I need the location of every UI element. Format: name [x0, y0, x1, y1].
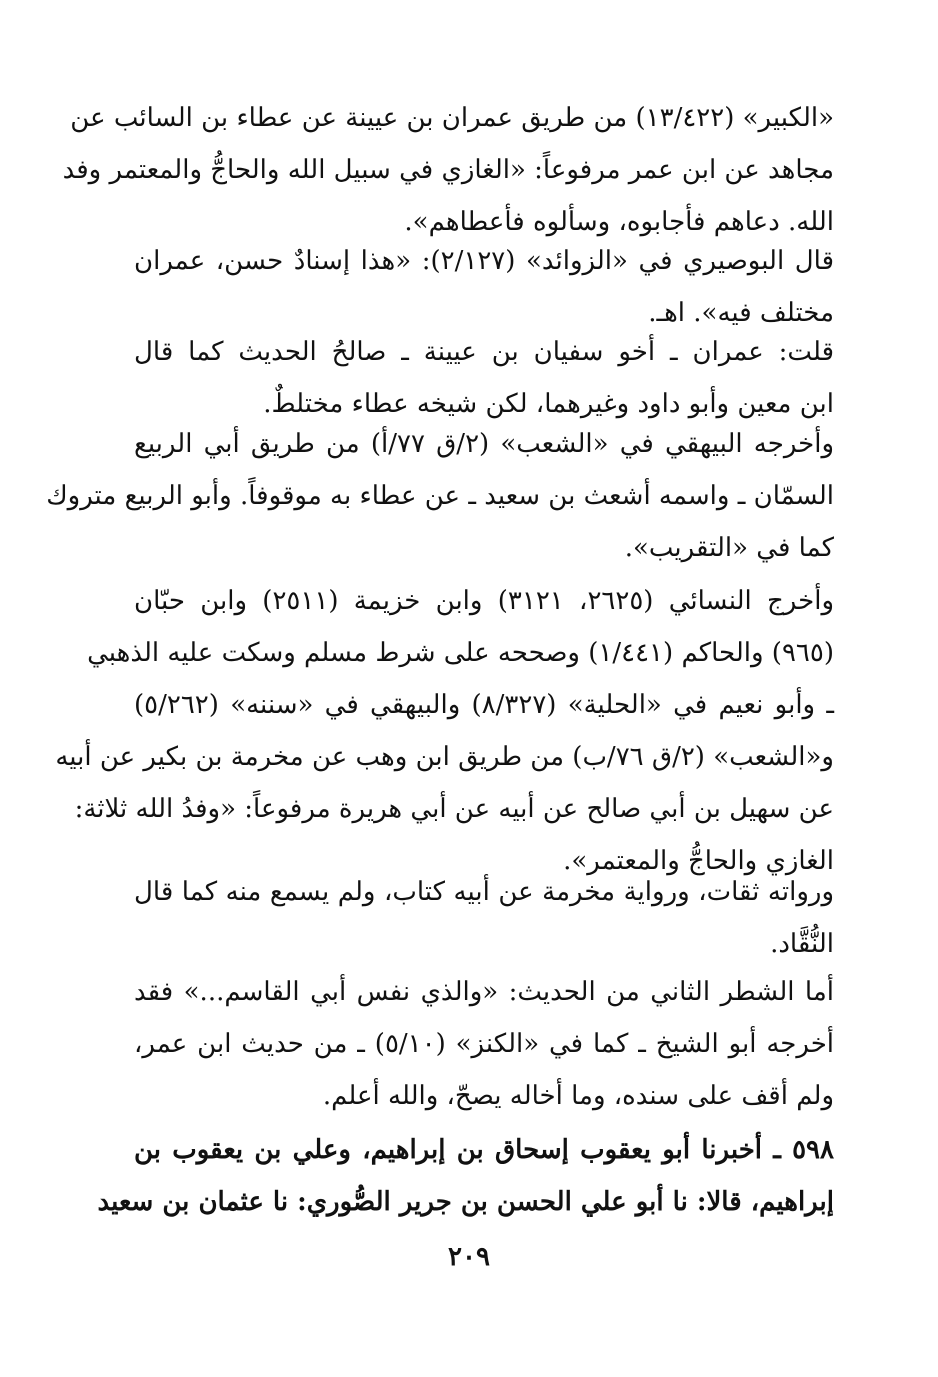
text-line: مختلف فيه». اهـ. — [648, 298, 834, 328]
text-line: السمّان ـ واسمه أشعث بن سعيد ـ عن عطاء به موقوفاً. وأبو الربيع متروك — [46, 481, 834, 511]
text-line: وأخرج النسائي (٢٦٢٥، ٣١٢١) وابن خزيمة (٢٥١١) وابن حبّان — [134, 586, 835, 616]
page-number: ٢٠٩ — [448, 1242, 490, 1272]
text-line: مجاهد عن ابن عمر مرفوعاً: «الغازي في سبيل الله والحاجُّ والمعتمر وفد — [62, 155, 834, 185]
text-line: قال البوصيري في «الزوائد» (٢/١٢٧): «هذا إسنادٌ حسن، عمران — [134, 246, 834, 276]
paragraph-7 — [134, 966, 834, 1122]
text-line: و«الشعب» (٢/ق ٧٦/ب) من طريق ابن وهب عن مخرمة بن بكير عن أبيه — [55, 742, 834, 772]
text-line: كما في «التقريب». — [624, 533, 834, 563]
text-line: قلت: عمران ـ أخو سفيان بن عيينة ـ صالحُ الحديث كما قال — [134, 337, 835, 367]
text-line: ورواته ثقات، ورواية مخرمة عن أبيه كتاب، ولم يسمع منه كما قال — [134, 877, 834, 907]
text-line: إبراهيم، قالا: نا أبو علي الحسن بن جرير الصُّوري: نا عثمان بن سعيد — [97, 1187, 834, 1217]
text-line: «الكبير» (١٣/٤٢٢) من طريق عمران بن عيينة عن عطاء بن السائب عن — [70, 103, 834, 133]
paragraph-1 — [62, 92, 834, 248]
paragraph-2 — [134, 235, 834, 339]
paragraph-5 — [55, 575, 835, 887]
hadith-598-heading — [97, 1124, 834, 1228]
text-line: الغازي والحاجُّ والمعتمر». — [563, 846, 834, 876]
text-line: أخرجه أبو الشيخ ـ كما في «الكنز» (٥/١٠) ـ من حديث ابن عمر، — [134, 1029, 834, 1059]
text-line: ٥٩٨ ـ أخبرنا أبو يعقوب إسحاق بن إبراهيم، وعلي بن يعقوب بن — [134, 1135, 834, 1165]
text-line: وأخرجه البيهقي في «الشعب» (٢/ق ٧٧/أ) من طريق أبي الربيع — [134, 429, 835, 459]
paragraph-4 — [46, 418, 835, 574]
text-line: أما الشطر الثاني من الحديث: «والذي نفس أبي القاسم...» فقد — [134, 977, 834, 1007]
text-line: عن سهيل بن أبي صالح عن أبيه عن أبي هريرة مرفوعاً: «وفدُ الله ثلاثة: — [74, 794, 834, 824]
text-line: ابن معين وأبو داود وغيرهما، لكن شيخه عطاء مختلطٌ. — [263, 389, 834, 419]
text-line: ولم أقف على سنده، وما أخاله يصحّ، والله أعلم. — [322, 1081, 834, 1111]
text-line: (٩٦٥) والحاكم (١/٤٤١) وصححه على شرط مسلم وسكت عليه الذهبي — [87, 638, 834, 668]
paragraph-6 — [134, 866, 834, 970]
paragraph-3 — [134, 326, 834, 430]
text-line: النُّقَّاد. — [770, 929, 834, 959]
text-line: الله. دعاهم فأجابوه، وسألوه فأعطاهم». — [404, 207, 834, 237]
text-line: ـ وأبو نعيم في «الحلية» (٨/٣٢٧) والبيهقي في «سننه» (٥/٢٦٢) — [134, 690, 834, 720]
